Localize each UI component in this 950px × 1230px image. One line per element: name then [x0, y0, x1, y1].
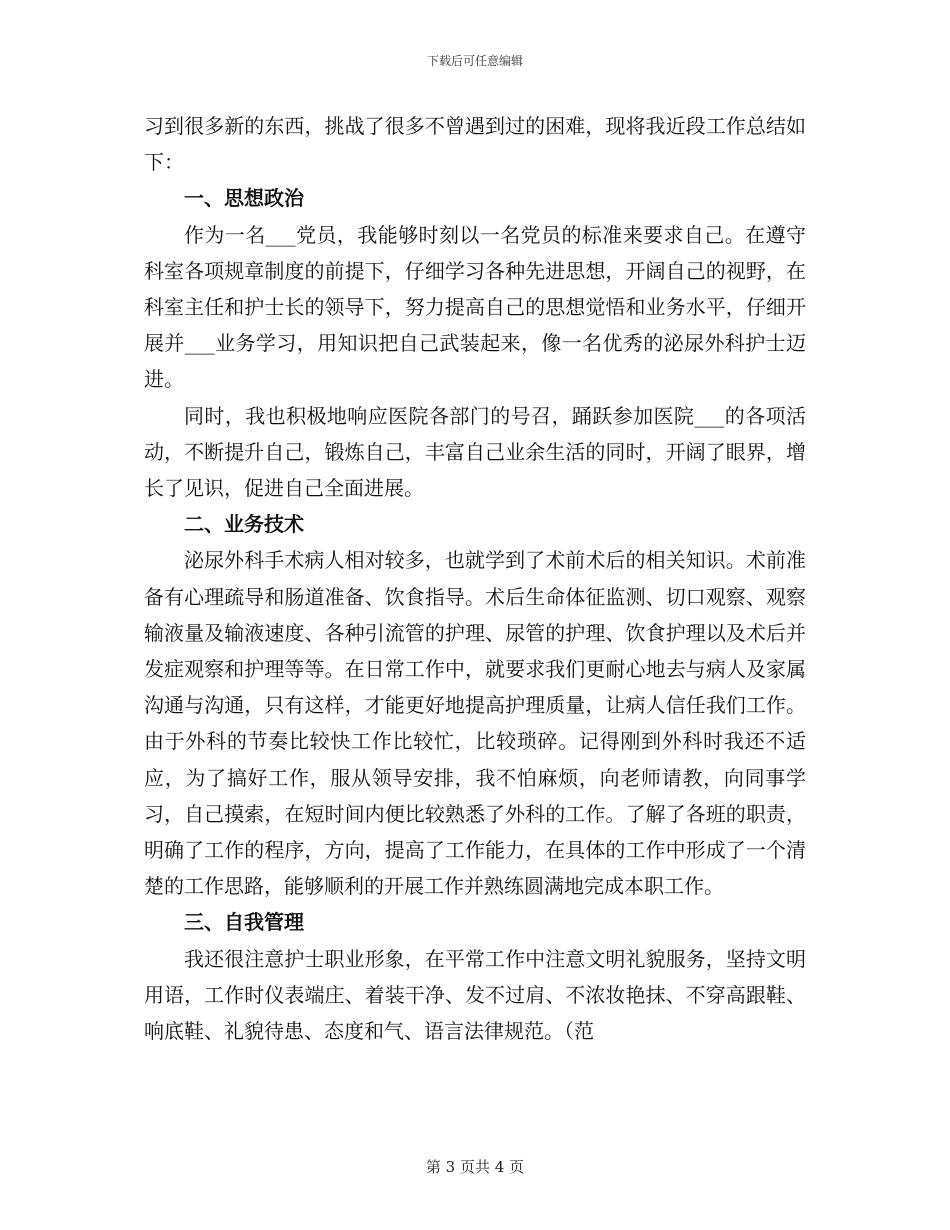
paragraph-politics-2: 同时，我也积极地响应医院各部门的号召，踊跃参加医院___的各项活动，不断提升自己，锻炼自己，丰富自己业余生活的同时，开阔了眼界，增长了见识，促进自己全面进展。: [144, 403, 806, 501]
document-body: [144, 108, 806, 1049]
section-heading-skills: 二、业务技术: [184, 512, 304, 537]
paragraph-intro: 习到很多新的东西，挑战了很多不曾遇到过的困难，现将我近段工作总结如下：: [144, 114, 806, 175]
paragraph-self-management: 我还很注意护士职业形象，在平常工作中注意文明礼貌服务，坚持文明用语，工作时仪表端庄、着装干净、发不过肩、不浓妆艳抹、不穿高跟鞋、响底鞋、礼貌待患、态度和气、语言法律规范。（范: [144, 946, 806, 1044]
page-header: 下载后可任意编辑: [426, 54, 523, 68]
section-heading-politics: 一、思想政治: [184, 186, 304, 211]
page-footer: 第 3 页共 4 页: [425, 1158, 525, 1176]
paragraph-politics-1: 作为一名___党员，我能够时刻以一名党员的标准来要求自己。在遵守科室各项规章制度的前提下，仔细学习各种先进思想，开阔自己的视野，在科室主任和护士长的领导下，努力提高自己的思想觉悟和业务水平，仔细开展并___业务学习，用知识把自己武装起来，像一名优秀的泌尿外科护士迈进。: [144, 222, 806, 392]
paragraph-skills: 泌尿外科手术病人相对较多，也就学到了术前术后的相关知识。术前准备有心理疏导和肠道准备、饮食指导。术后生命体征监测、切口观察、观察输液量及输液速度、各种引流管的护理、尿管的护理、饮食护理以及术后并发症观察和护理等等。在日常工作中，就要求我们更耐心地去与病人及家属沟通与沟通，只有这样，才能更好地提高护理质量，让病人信任我们工作。由于外科的节奏比较快工作比较忙，比较琐碎。记得刚到外科时我还不适应，为了搞好工作，服从领导安排，我不怕麻烦，向老师请教，向同事学习，自己摸索，在短时间内便比较熟悉了外科的工作。了解了各班的职责，明确了工作的程序，方向，提高了工作能力，在具体的工作中形成了一个清楚的工作思路，能够顺利的开展工作并熟练圆满地完成本职工作。: [144, 548, 806, 899]
section-heading-self-management: 三、自我管理: [184, 910, 304, 935]
